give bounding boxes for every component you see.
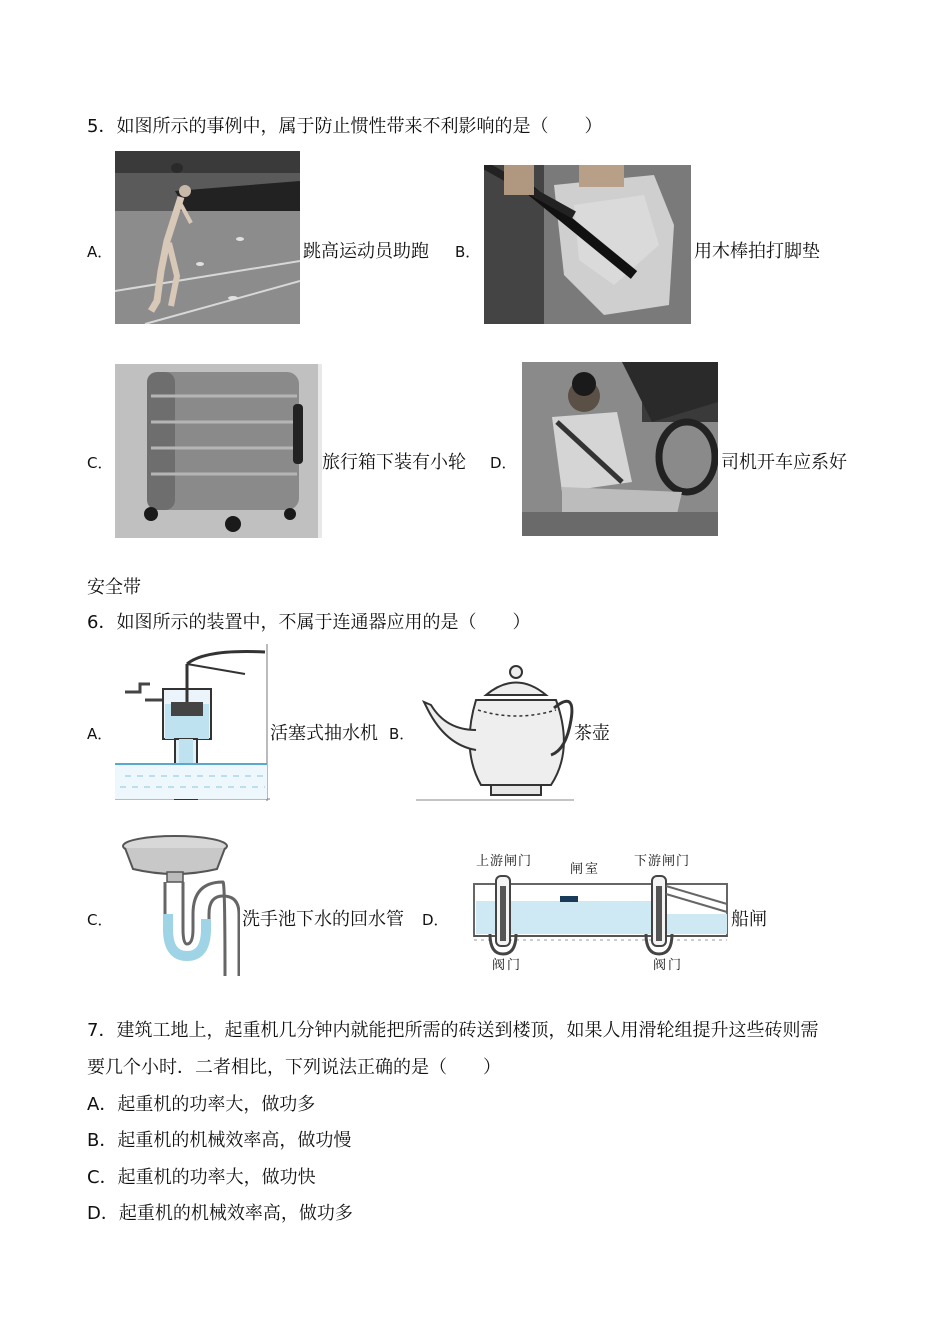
q7-option-c: C．起重机的功率大，做功快 — [87, 1167, 316, 1188]
q5-stem: 5．如图所示的事例中，属于防止惯性带来不利影响的是（ ） — [87, 116, 603, 137]
q5-option-a-letter: A． — [87, 243, 113, 261]
q5-option-d-caption: 司机开车应系好 — [721, 452, 847, 473]
sink-trap-diagram — [115, 834, 240, 976]
q7-option-a: A．起重机的功率大，做功多 — [87, 1094, 316, 1115]
q6-option-c-letter: C． — [87, 911, 113, 929]
high-jump-photo — [115, 151, 300, 324]
q5-option-d-caption-cont: 安全带 — [87, 577, 141, 598]
q5-option-d-letter: D． — [490, 454, 517, 472]
lock-label-valve-right: 阀门 — [653, 958, 684, 973]
q7-stem-line2: 要几个小时．二者相比，下列说法正确的是（ ） — [87, 1057, 501, 1078]
driver-seatbelt-photo — [522, 362, 718, 536]
q5-option-b-letter: B． — [455, 243, 481, 261]
q6-option-b-letter: B． — [389, 725, 415, 743]
q5-option-c-caption: 旅行箱下装有小轮 — [322, 452, 466, 473]
q5-option-a-caption: 跳高运动员助跑 — [303, 241, 429, 262]
lock-label-valve-left: 阀门 — [492, 958, 523, 973]
q5-option-c-letter: C． — [87, 454, 113, 472]
q6-option-a-caption: 活塞式抽水机 — [270, 723, 378, 744]
q6-option-c-caption: 洗手池下水的回水管 — [242, 909, 404, 930]
q6-stem: 6．如图所示的装置中，不属于连通器应用的是（ ） — [87, 612, 531, 633]
beating-mat-photo — [484, 165, 691, 324]
q7-option-d: D．起重机的机械效率高，做功多 — [87, 1203, 353, 1224]
teapot-diagram — [416, 660, 574, 801]
suitcase-photo — [115, 364, 322, 538]
lock-label-downstream-gate: 下游闸门 — [634, 854, 691, 869]
q5-option-b-caption: 用木棒拍打脚垫 — [694, 241, 820, 262]
q6-option-d-caption: 船闸 — [731, 909, 767, 930]
q7-stem-line1: 7．建筑工地上，起重机几分钟内就能把所需的砖送到楼顶，如果人用滑轮组提升这些砖则需 — [87, 1020, 819, 1041]
q7-option-b: B．起重机的机械效率高，做功慢 — [87, 1130, 352, 1151]
q6-option-b-caption: 茶壶 — [574, 723, 610, 744]
q6-option-a-letter: A． — [87, 725, 113, 743]
q6-option-d-letter: D． — [422, 911, 449, 929]
lock-label-upstream-gate: 上游闸门 — [476, 854, 533, 869]
piston-pump-diagram — [115, 644, 270, 801]
lock-label-chamber: 闸室 — [570, 862, 601, 877]
